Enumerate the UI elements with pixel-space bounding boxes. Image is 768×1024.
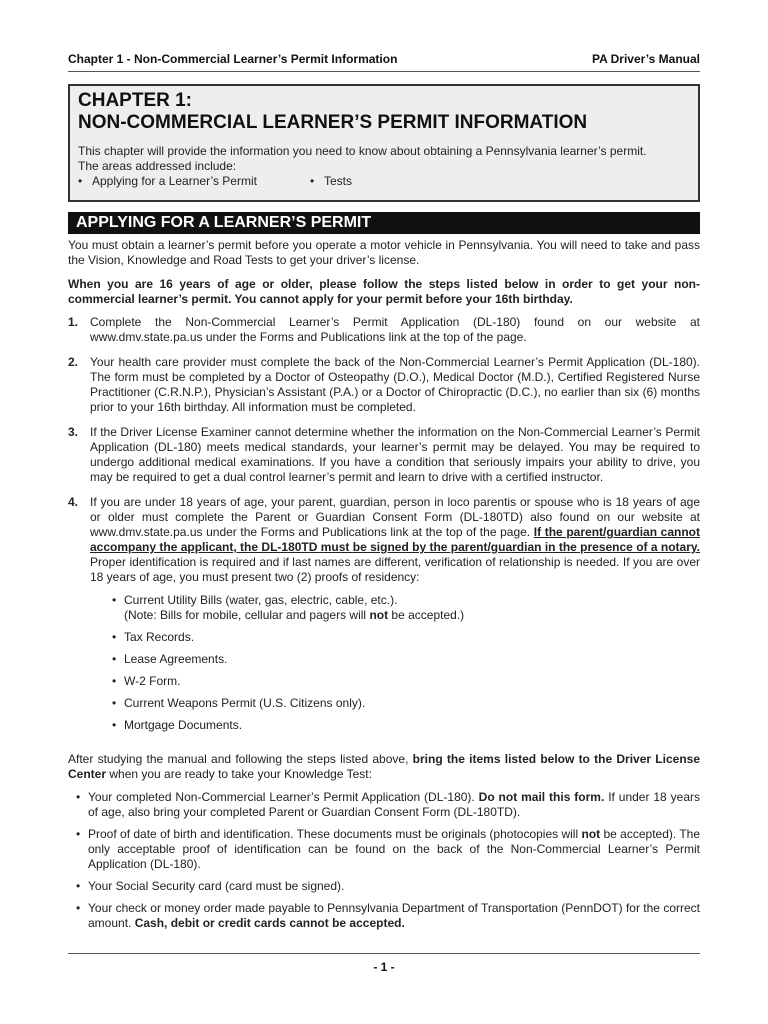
proof-item bbox=[112, 718, 700, 733]
proof-item bbox=[112, 696, 700, 711]
proof-label: Current Weapons Permit (U.S. Citizens only). bbox=[124, 696, 366, 710]
bring-emphasis: Cash, debit or credit cards cannot be accepted. bbox=[134, 916, 405, 930]
chapter-topic-label: Applying for a Learner’s Permit bbox=[92, 174, 257, 188]
chapter-topic bbox=[310, 174, 352, 189]
bring-text bbox=[88, 901, 700, 931]
bullet-icon: • bbox=[112, 593, 117, 607]
after-steps-paragraph bbox=[68, 752, 700, 782]
running-header-chapter: Chapter 1 - Non-Commercial Learner’s Permit Information bbox=[68, 52, 398, 66]
section-intro: You must obtain a learner’s permit before you operate a motor vehicle in Pennsylvania. You will need to take and pass the Vision, Knowledge and Road Tests to get your driver’s license. bbox=[68, 238, 700, 267]
bullet-icon: • bbox=[76, 879, 81, 893]
step-text-part: Proper identification is required and if last names are different, verification of relationship is needed. If you are over 18 years of age, you must present two (2) proofs of residency: bbox=[90, 555, 700, 584]
bring-emphasis: Do not mail this form. bbox=[478, 790, 605, 804]
chapter-title bbox=[78, 90, 690, 134]
bring-item bbox=[76, 827, 700, 872]
step-number: 4. bbox=[68, 495, 79, 509]
bring-text-part: Your check or money order made payable to Pennsylvania Department of Transportation (PennDOT) for the correct amount. bbox=[88, 901, 700, 930]
bring-text bbox=[88, 790, 700, 820]
step-text: If the Driver License Examiner cannot determine whether the information on the Non-Commercial Learner’s Permit Application (DL-180) meets medical standards, your learner’s permit may be delayed. You may be required to undergo additional medical examinations. If you have a condition that seriously impairs your ability to drive, you may be required to get a dual control learner’s permit and learn to drive with a certified instructor. bbox=[90, 425, 700, 484]
bring-text-part: Proof of date of birth and identification. These documents must be originals (photocopies will bbox=[88, 827, 582, 841]
running-header-manual: PA Driver’s Manual bbox=[591, 52, 700, 66]
chapter-summary-box bbox=[68, 84, 700, 202]
page-number: - 1 - bbox=[373, 960, 395, 974]
proof-note-emphasis: not bbox=[369, 608, 389, 622]
chapter-topics bbox=[78, 174, 690, 189]
step-text bbox=[90, 495, 700, 740]
steps-list bbox=[68, 315, 700, 740]
step-item bbox=[68, 315, 700, 345]
proof-label: Tax Records. bbox=[124, 630, 195, 644]
step-number: 2. bbox=[68, 355, 79, 369]
proof-item bbox=[112, 630, 700, 645]
bullet-icon: • bbox=[112, 630, 117, 644]
proof-item bbox=[112, 652, 700, 667]
items-to-bring-list bbox=[76, 790, 700, 931]
bring-item bbox=[76, 879, 700, 894]
step-item bbox=[68, 355, 700, 415]
notary-requirement: If the parent/guardian cannot accompany the applicant, the DL-180TD must be signed by the parent/guardian in the presence of a notary. bbox=[90, 525, 700, 554]
after-steps-text-end: when you are ready to take your Knowledge Test: bbox=[106, 767, 372, 781]
step-item bbox=[68, 425, 700, 485]
proof-item bbox=[112, 593, 700, 623]
bullet-icon: • bbox=[76, 790, 81, 804]
step-text-part: If you are under 18 years of age, your parent, guardian, person in loco parentis or spouse who is 18 years of age or older must complete the Parent or Guardian Consent Form (DL-180TD) also found on our website at www.dmv.state.pa.us under the Forms and Publications link at the top of the page. bbox=[90, 495, 700, 539]
proof-text bbox=[124, 593, 700, 623]
proof-label: Mortgage Documents. bbox=[124, 718, 243, 732]
bring-text: Your Social Security card (card must be signed). bbox=[88, 879, 345, 893]
bring-item bbox=[76, 901, 700, 931]
bring-item bbox=[76, 790, 700, 820]
chapter-name: NON-COMMERCIAL LEARNER’S PERMIT INFORMATION bbox=[78, 112, 588, 133]
step-text: Complete the Non-Commercial Learner’s Permit Application (DL-180) found on our website at www.dmv.state.pa.us under the Forms and Publications link at the top of the page. bbox=[90, 315, 700, 344]
residency-proof-list bbox=[112, 593, 700, 733]
section-requirement: When you are 16 years of age or older, please follow the steps listed below in order to get your non-commercial learner’s permit. You cannot apply for your permit before your 16th birthday. bbox=[68, 277, 700, 306]
proof-note: (Note: Bills for mobile, cellular and pagers will bbox=[124, 608, 370, 622]
chapter-number: CHAPTER 1: bbox=[78, 90, 193, 111]
section-heading: APPLYING FOR A LEARNER’S PERMIT bbox=[68, 212, 700, 234]
proof-label: Current Utility Bills (water, gas, electric, cable, etc.). bbox=[124, 593, 398, 607]
step-number: 3. bbox=[68, 425, 79, 439]
chapter-topic-label: Tests bbox=[324, 174, 353, 188]
section-body bbox=[68, 238, 700, 938]
bullet-icon: • bbox=[112, 652, 117, 666]
step-item bbox=[68, 495, 700, 740]
bullet-icon: • bbox=[78, 174, 83, 188]
proof-label: Lease Agreements. bbox=[124, 652, 228, 666]
proof-item bbox=[112, 674, 700, 689]
bring-emphasis: not bbox=[581, 827, 601, 841]
after-steps-emphasis: bring the items listed below to the Driver License Center bbox=[68, 752, 701, 781]
bullet-icon: • bbox=[112, 674, 117, 688]
step-text: Your health care provider must complete the back of the Non-Commercial Learner’s Permit Application (DL-180). The form must be completed by a Doctor of Osteopathy (D.O.), Medical Doctor (M.D.), Certified Registered Nurse Practitioner (C.R.N.P.), Physician’s Assistant (P.A.) or a Doctor of Chiropractic (D.C.), no earlier than six (6) months prior to your 16th birthday. All information must be completed. bbox=[90, 355, 700, 414]
running-header bbox=[68, 52, 700, 72]
bring-text-end: If under 18 years of age, also bring your completed Parent or Guardian Consent Form (DL-180TD). bbox=[88, 790, 700, 819]
proof-label: W-2 Form. bbox=[124, 674, 181, 688]
bullet-icon: • bbox=[76, 901, 81, 915]
bring-text-part: Your completed Non-Commercial Learner’s Permit Application (DL-180). bbox=[88, 790, 479, 804]
bullet-icon: • bbox=[112, 718, 117, 732]
bring-text bbox=[88, 827, 700, 872]
bullet-icon: • bbox=[112, 696, 117, 710]
proof-note-end: be accepted.) bbox=[388, 608, 465, 622]
chapter-intro: This chapter will provide the information you need to know about obtaining a Pennsylvania learner’s permit. The areas addressed include: bbox=[78, 144, 647, 173]
after-steps-text: After studying the manual and following the steps listed above, bbox=[68, 752, 413, 766]
footer-rule bbox=[68, 953, 700, 954]
chapter-topic bbox=[78, 174, 310, 189]
bullet-icon: • bbox=[76, 827, 81, 841]
bullet-icon: • bbox=[310, 174, 315, 188]
step-number: 1. bbox=[68, 315, 79, 329]
bring-text-end: be accepted). The only acceptable proof of identification can be found on the back of the Non-Commercial Learner’s Permit Application (DL-180). bbox=[88, 827, 701, 871]
